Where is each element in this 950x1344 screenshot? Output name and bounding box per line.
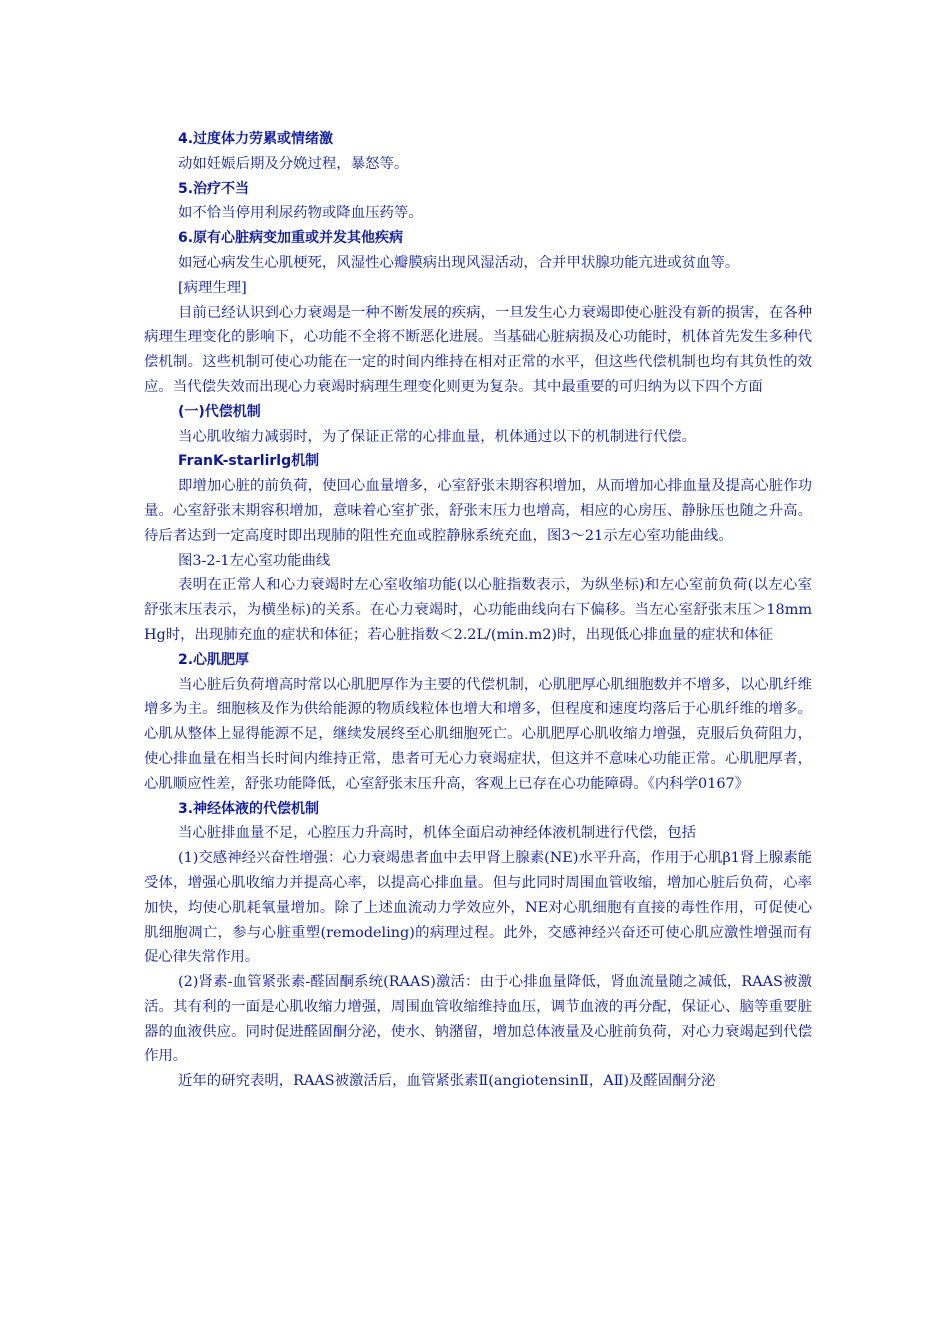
paragraph-improper-treatment: 如不恰当停用利尿药物或降血压药等。 — [178, 205, 423, 222]
paragraph-raas: (2)肾素-血管紧张素-醛固酮系统(RAAS)激活：由于心排血量降低，肾血流量随之减低，RAAS被激活。其有利的一面是心肌收缩力增强，周围血管收缩维持血压，调节血液的再分配，保证心、脑等重要脏器的血液供应。同时促进醛固酮分泌，使水、钠潴留，增加总体液量及心脏前负荷，对心力衰竭起到代偿作用。 — [144, 974, 812, 1065]
heading-frank-starling: FranK-starlirlg机制 — [178, 453, 320, 470]
paragraph-compensation-intro: 当心肌收缩力减弱时，为了保证正常的心排血量，机体通过以下的机制进行代偿。 — [178, 428, 697, 445]
paragraph-neurohumoral-intro: 当心脏排血量不足，心腔压力升高时，机体全面启动神经体液机制进行代偿，包括 — [178, 825, 697, 842]
heading-neurohumoral: 3.神经体液的代偿机制 — [178, 800, 320, 817]
paragraph-overexertion: 动如妊娠后期及分娩过程，暴怒等。 — [178, 155, 409, 172]
paragraph-sympathetic: (1)交感神经兴奋性增强：心力衰竭患者血中去甲肾上腺素(NE)水平升高，作用于心肌β1肾上腺素能受体，增强心肌收缩力并提高心率，以提高心排血量。但与此同时周围血管收缩，增加心脏后负荷，心率加快，均使心肌耗氧量增加。除了上述血流动力学效应外，NE对心肌细胞有直接的毒性作用，可促使心肌细胞凋亡，参与心脏重塑(remodeling)的病理过程。此外，交感神经兴奋还可使心肌应激性增强而有促心律失常作用。 — [144, 850, 812, 966]
paragraph-frank-starling: 即增加心脏的前负荷，使回心血量增多，心室舒张末期容积增加，从而增加心排血量及提高心脏作功量。心室舒张末期容积增加，意味着心室扩张，舒张末压力也增高，相应的心房压、静脉压也随之升高。待后者达到一定高度时即出现肺的阻性充血或腔静脉系统充血，图3～21示左心室功能曲线。 — [144, 478, 812, 544]
paragraph-figure-explanation: 表明在正常人和心力衰竭时左心室收缩功能(以心脏指数表示，为纵坐标)和左心室前负荷(以左心室舒张末压表示，为横坐标)的关系。在心力衰竭时，心功能曲线向右下偏移。当左心室舒张末压＞18mmHg时，出现肺充血的症状和体征；若心脏指数＜2.2L/(min.m2)时，出现低心排血量的症状和体征 — [144, 577, 812, 643]
paragraph-recent-research: 近年的研究表明，RAAS被激活后，血管紧张素Ⅱ(angiotensinⅡ，AⅡ)及醛固酮分泌 — [178, 1073, 716, 1090]
figure-caption: 图3-2-1左心室功能曲线 — [178, 552, 331, 569]
heading-worsening-heart-disease: 6.原有心脏病变加重或并发其他疾病 — [178, 230, 404, 247]
paragraph-pathophysiology-intro: 目前已经认识到心力衰竭是一种不断发展的疾病，一旦发生心力衰竭即使心脏没有新的损害，在各种病理生理变化的影响下，心功能不全将不断恶化进展。当基础心脏病损及心功能时，机体首先发生多种代偿机制。这些机制可使心功能在一定的时间内维持在相对正常的水平，但这些代偿机制也均有其负性的效应。当代偿失效而出现心力衰竭时病理生理变化则更为复杂。其中最重要的可归纳为以下四个方面 — [144, 304, 812, 395]
paragraph-worsening-heart-disease: 如冠心病发生心肌梗死，风湿性心瓣膜病出现风湿活动，合并甲状腺功能亢进或贫血等。 — [178, 254, 740, 271]
heading-improper-treatment: 5.治疗不当 — [178, 180, 250, 197]
heading-overexertion: 4.过度体力劳累或情绪激 — [178, 131, 334, 147]
section-title-pathophysiology: [病理生理] — [178, 279, 247, 296]
paragraph-myocardial-hypertrophy: 当心脏后负荷增高时常以心肌肥厚作为主要的代偿机制，心肌肥厚心肌细胞数并不增多，以心肌纤维增多为主。细胞核及作为供给能源的物质线粒体也增大和增多，但程度和速度均落后于心肌纤维的增多。心肌从整体上显得能源不足，继续发展终至心肌细胞死亡。心肌肥厚心肌收缩力增强，克服后负荷阻力，使心排血量在相当长时间内维持正常，患者可无心力衰竭症状，但这并不意味心功能正常。心肌肥厚者，心肌顺应性差，舒张功能降低，心室舒张末压升高，客观上已存在心功能障碍。《内科学0167》 — [144, 676, 812, 792]
document-body — [144, 127, 812, 1094]
heading-compensation-mechanism: (一)代偿机制 — [178, 403, 261, 420]
heading-myocardial-hypertrophy: 2.心肌肥厚 — [178, 651, 250, 668]
